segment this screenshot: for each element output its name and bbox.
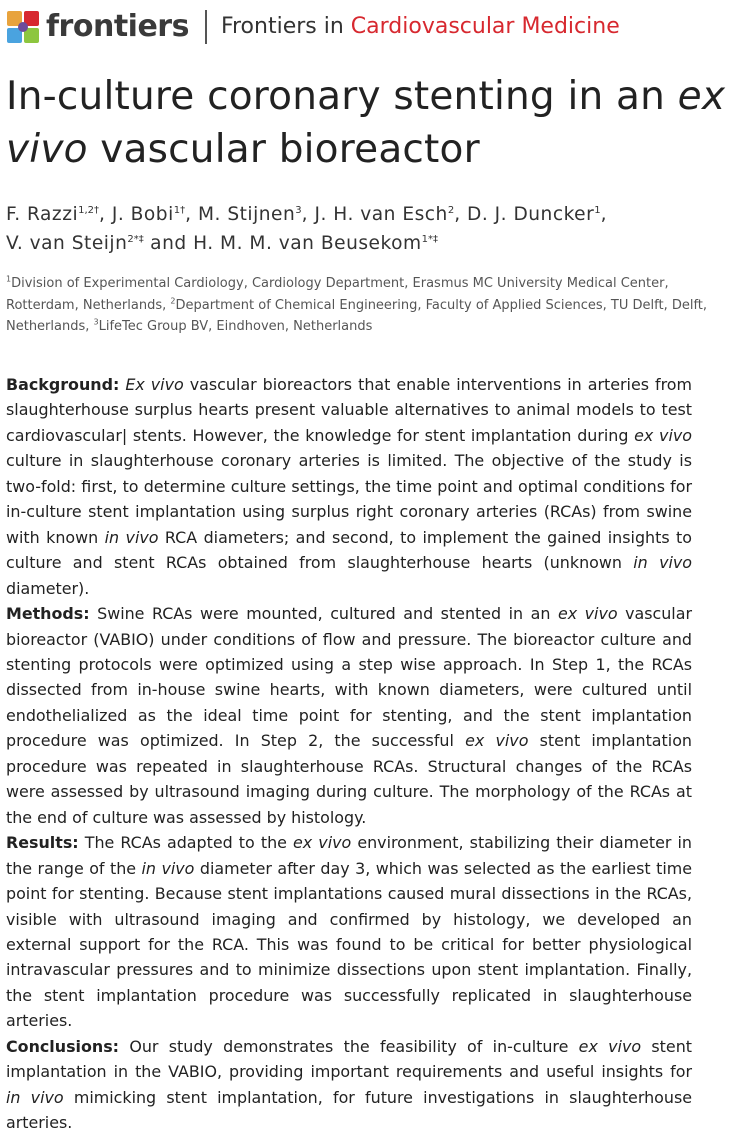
- background-label: Background:: [6, 375, 120, 394]
- journal-name: Cardiovascular Medicine: [350, 14, 620, 39]
- abstract-text: The RCAs adapted to the: [78, 833, 294, 853]
- author-separator: ,: [185, 204, 198, 225]
- abstract-italic: ex vivo: [465, 731, 529, 751]
- author-name: F. Razzi: [6, 204, 79, 225]
- author-name: M. Stijnen: [197, 204, 296, 225]
- abstract-text: mimicking stent implantation, for future investigations in slaughterhouse arteries.: [6, 1087, 693, 1133]
- abstract-text: vascular bioreactor (VABIO) under conditions of flow and pressure. The bioreactor culture and stenting protocols were optimized using a step wise approach. In Step 1, the RCAs dissected from in-house swine hearts, with known diameters, were cultured until endothelialized as the ideal time point for stenting, and the stent implantation procedure was optimized. In Step 2, the successful: [6, 604, 692, 751]
- journal-title: [221, 6, 620, 48]
- frontiers-logo-text: frontiers: [46, 9, 189, 44]
- author-separator: ,: [454, 204, 468, 225]
- abstract-text: diameter).: [6, 578, 90, 598]
- author-affiliation-marker: 2: [447, 204, 455, 216]
- abstract-text: stent implantation procedure was repeated in slaughterhouse RCAs. Structural changes of the RCAs were assessed by ultrasound imaging during culture. The morphology of the RCAs at the end of culture was assessed by histology.: [6, 731, 692, 827]
- abstract-text: culture in slaughterhouse coronary arteries is limited. The objective of the study is two-fold: first, to determine culture settings, the time point and optimal conditions for in-culture stent implantation using surplus right coronary arteries (RCAs) from swine with known: [6, 451, 692, 547]
- author-separator: ,: [301, 204, 315, 225]
- author-separator: ,: [600, 204, 608, 225]
- title-part-1: In-culture coronary stenting in an: [6, 74, 678, 119]
- results-label: Results:: [6, 833, 79, 853]
- abstract-methods: [6, 601, 692, 830]
- author-separator: ,: [99, 204, 112, 225]
- abstract-italic: in vivo: [141, 858, 195, 878]
- abstract-italic: ex vivo: [634, 425, 692, 445]
- author-separator: and: [143, 233, 194, 254]
- author[interactable]: [6, 204, 99, 225]
- author-affiliation-marker: 1*‡: [421, 233, 438, 245]
- abstract-text: stent implantation in the VABIO, providing important requirements and useful insights for: [6, 1036, 692, 1082]
- author-affiliation-marker: 2*‡: [127, 233, 144, 245]
- abstract-italic: in vivo: [6, 1087, 64, 1107]
- abstract-italic: ex vivo: [557, 604, 618, 624]
- abstract-results: [6, 830, 692, 1034]
- author-name: D. J. Duncker: [467, 204, 595, 225]
- author-affiliation-marker: 3: [295, 204, 302, 216]
- affiliation-text: Division of Experimental Cardiology, Cardiology Department, Erasmus MC University Medical Center, Rotterdam, Netherlands,: [6, 276, 669, 313]
- methods-label: Methods:: [6, 604, 90, 624]
- affiliation-marker: 1: [6, 274, 12, 284]
- abstract-text: Our study demonstrates the feasibility of in-culture: [119, 1036, 579, 1056]
- author-name: V. van Steijn: [6, 233, 128, 254]
- author-list: [6, 200, 730, 258]
- author-name: J. Bobi: [111, 204, 174, 225]
- frontiers-logo-icon: [6, 10, 40, 44]
- abstract-italic: Ex vivo: [125, 375, 184, 394]
- abstract-text: RCA diameters; and second, to implement the gained insights to culture and stent RCAs obtained from slaughterhouse hearts (unknown: [6, 527, 692, 573]
- conclusions-label: Conclusions:: [6, 1036, 120, 1056]
- abstract-text: diameter after day 3, which was selected as the earliest time point for stenting. Because stent implantations caused mural dissections in the RCAs, visible with ultrasound imaging and confirmed by histology, we developed an external support for the RCA. This was found to be critical for better physiological intravascular pressures and to minimize dissections upon stent implantation. Finally, the stent implantation procedure was successfully replicated in slaughterhouse arteries.: [6, 858, 692, 1031]
- abstract-background: [6, 372, 692, 601]
- author[interactable]: [314, 204, 454, 225]
- abstract-italic: ex vivo: [293, 833, 352, 853]
- affiliation-list: [6, 273, 730, 338]
- abstract-italic: ex vivo: [578, 1036, 642, 1056]
- affiliation-marker: 3: [93, 317, 99, 327]
- author[interactable]: [112, 204, 185, 225]
- journal-header: [6, 6, 620, 48]
- abstract-italic: in vivo: [104, 527, 159, 547]
- abstract-text: vascular bioreactors that enable interventions in arteries from slaughterhouse surplus hearts present valuable alternatives to animal models to test cardiovascular| stents. However, the knowledge for stent implantation during: [6, 375, 692, 445]
- title-italic: ex vivo: [6, 74, 726, 172]
- affiliation-text: LifeTec Group BV, Eindhoven, Netherlands: [98, 319, 373, 334]
- abstract-text: Swine RCAs were mounted, cultured and stented in an: [89, 604, 558, 624]
- journal-prefix: Frontiers in: [220, 14, 351, 39]
- author-affiliation-marker: 1,2†: [78, 204, 100, 216]
- abstract: [6, 372, 692, 1136]
- author[interactable]: [193, 233, 438, 254]
- author[interactable]: [6, 233, 144, 254]
- article-title: [6, 70, 730, 176]
- author-name: J. H. van Esch: [314, 204, 448, 225]
- abstract-conclusions: [6, 1034, 692, 1136]
- author-affiliation-marker: 1†: [173, 204, 186, 216]
- title-part-2: vascular bioreactor: [87, 127, 480, 172]
- affiliation-marker: 2: [170, 296, 176, 306]
- affiliation-text: Department of Chemical Engineering, Faculty of Applied Sciences, TU Delft, Delft, Netherlands,: [6, 297, 708, 334]
- abstract-italic: in vivo: [633, 553, 693, 573]
- author-name: H. M. M. van Beusekom: [193, 233, 422, 254]
- author[interactable]: [467, 204, 601, 225]
- author-affiliation-marker: 1: [594, 204, 601, 216]
- abstract-text: environment, stabilizing their diameter in the range of the: [6, 833, 692, 878]
- author[interactable]: [198, 204, 302, 225]
- header-divider: [205, 10, 207, 44]
